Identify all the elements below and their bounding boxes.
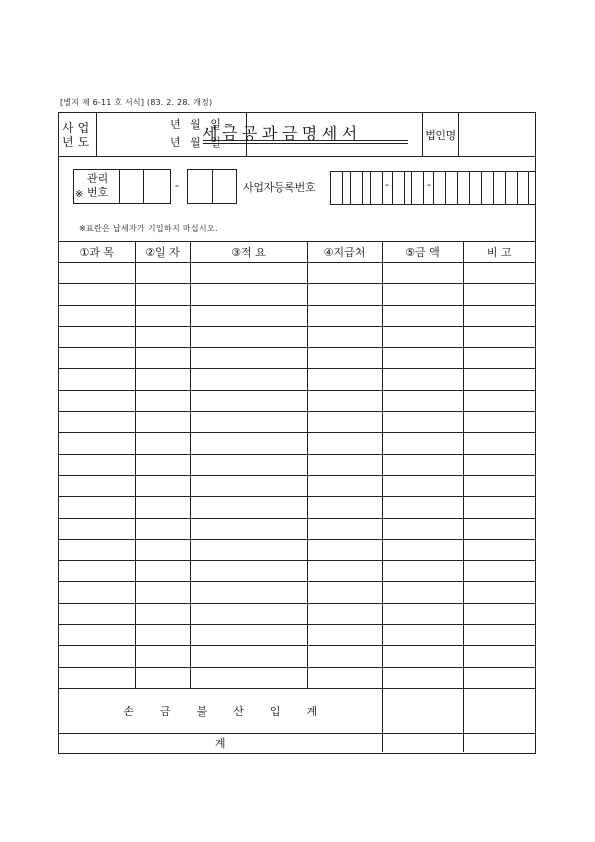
corporation-name-field[interactable] (459, 113, 535, 157)
table-row (59, 497, 535, 518)
date-cell[interactable] (135, 454, 190, 475)
description-cell[interactable] (190, 263, 307, 284)
payee-cell[interactable] (307, 348, 382, 369)
amount-cell[interactable] (382, 433, 463, 454)
remarks-cell[interactable] (463, 475, 535, 496)
bizreg-serial-digits[interactable] (433, 172, 529, 204)
subject-cell[interactable] (59, 284, 135, 305)
table-row (59, 646, 535, 667)
description-cell[interactable] (190, 561, 307, 582)
amount-cell[interactable] (382, 539, 463, 560)
description-cell[interactable] (190, 348, 307, 369)
date-cell[interactable] (135, 603, 190, 624)
payee-cell[interactable] (307, 539, 382, 560)
bizreg-dash: - (427, 178, 431, 191)
bizreg-digit[interactable] (350, 172, 363, 204)
date-cell[interactable] (135, 667, 190, 688)
description-cell[interactable] (190, 497, 307, 518)
management-label-line2: 번호 (87, 186, 109, 199)
amount-cell[interactable] (382, 390, 463, 411)
payee-cell[interactable] (307, 433, 382, 454)
payee-cell[interactable] (307, 390, 382, 411)
table-row (59, 603, 535, 624)
bizreg-digit[interactable] (330, 172, 343, 204)
amount-cell[interactable] (382, 305, 463, 326)
remarks-cell[interactable] (463, 412, 535, 433)
remarks-cell[interactable] (463, 433, 535, 454)
payee-cell[interactable] (307, 518, 382, 539)
subject-cell[interactable] (59, 305, 135, 326)
payee-cell[interactable] (307, 603, 382, 624)
table-row (59, 561, 535, 582)
subject-cell[interactable] (59, 263, 135, 284)
remarks-cell[interactable] (463, 603, 535, 624)
reference-mark-icon: ※ (75, 189, 84, 200)
subject-cell[interactable] (59, 539, 135, 560)
payee-cell[interactable] (307, 646, 382, 667)
table-row (59, 667, 535, 688)
amount-cell[interactable] (382, 263, 463, 284)
remarks-cell[interactable] (463, 667, 535, 688)
description-cell[interactable] (190, 284, 307, 305)
date-cell[interactable] (135, 497, 190, 518)
payee-cell[interactable] (307, 305, 382, 326)
amount-cell[interactable] (382, 625, 463, 646)
subject-cell[interactable] (59, 625, 135, 646)
date-cell[interactable] (135, 326, 190, 347)
amount-cell[interactable] (382, 348, 463, 369)
description-cell[interactable] (190, 305, 307, 326)
note-text: ※표란은 납세자가 기입하지 마십시오. (79, 224, 218, 233)
subject-cell[interactable] (59, 433, 135, 454)
remarks-cell[interactable] (463, 539, 535, 560)
table-row (59, 625, 535, 646)
amount-cell[interactable] (382, 603, 463, 624)
remarks-cell[interactable] (463, 561, 535, 582)
payee-cell[interactable] (307, 497, 382, 518)
description-cell[interactable] (190, 326, 307, 347)
amount-cell[interactable] (382, 284, 463, 305)
tax-items-table (59, 241, 535, 752)
payee-cell[interactable] (307, 475, 382, 496)
date-cell[interactable] (135, 263, 190, 284)
remarks-cell[interactable] (463, 454, 535, 475)
remarks-cell[interactable] (463, 326, 535, 347)
date-cell[interactable] (135, 433, 190, 454)
bizreg-digit[interactable] (411, 172, 424, 204)
table-row (59, 539, 535, 560)
subject-cell[interactable] (59, 561, 135, 582)
subject-cell[interactable] (59, 582, 135, 603)
title-underline (203, 140, 408, 141)
subject-cell[interactable] (59, 667, 135, 688)
remarks-cell[interactable] (463, 390, 535, 411)
remarks-cell[interactable] (463, 625, 535, 646)
table-row (59, 518, 535, 539)
payee-cell[interactable] (307, 582, 382, 603)
subject-cell[interactable] (59, 454, 135, 475)
date-cell[interactable] (135, 412, 190, 433)
business-year-label-line2: 년도 (62, 135, 94, 149)
payee-cell[interactable] (307, 625, 382, 646)
subject-cell[interactable] (59, 497, 135, 518)
date-cell[interactable] (135, 305, 190, 326)
subtotal-remarks-cell[interactable] (463, 688, 535, 733)
amount-cell[interactable] (382, 667, 463, 688)
subtotal-label: 손금불산입계 (59, 688, 382, 733)
amount-cell[interactable] (382, 454, 463, 475)
form-header (59, 113, 535, 157)
remarks-cell[interactable] (463, 305, 535, 326)
bizreg-dash: - (385, 178, 389, 191)
description-cell[interactable] (190, 646, 307, 667)
total-amount-cell[interactable] (382, 733, 463, 752)
document-title: 세금공과금명세서 (202, 124, 362, 143)
amount-cell[interactable] (382, 369, 463, 390)
subject-cell[interactable] (59, 369, 135, 390)
payee-cell[interactable] (307, 284, 382, 305)
amount-cell[interactable] (382, 497, 463, 518)
payee-cell[interactable] (307, 454, 382, 475)
date-cell[interactable] (135, 284, 190, 305)
column-header-description: ③적 요 (190, 242, 307, 263)
remarks-cell[interactable] (463, 518, 535, 539)
column-header-remarks: 비 고 (463, 242, 535, 263)
remarks-cell[interactable] (463, 284, 535, 305)
total-row (59, 733, 535, 752)
date-cell[interactable] (135, 518, 190, 539)
bizreg-digit[interactable] (392, 172, 405, 204)
management-number-dash: - (175, 179, 179, 192)
remarks-cell[interactable] (463, 369, 535, 390)
column-header-amount: ⑤금 액 (382, 242, 463, 263)
description-cell[interactable] (190, 667, 307, 688)
description-cell[interactable] (190, 454, 307, 475)
management-digit-1[interactable] (120, 170, 144, 203)
remarks-cell[interactable] (463, 263, 535, 284)
subject-cell[interactable] (59, 646, 135, 667)
subject-cell[interactable] (59, 348, 135, 369)
table-row (59, 475, 535, 496)
business-year-label-line1: 사업 (62, 121, 94, 135)
subtotal-amount-cell[interactable] (382, 688, 463, 733)
amount-cell[interactable] (382, 561, 463, 582)
table-row (59, 582, 535, 603)
description-cell[interactable] (190, 369, 307, 390)
total-label: 계 (59, 733, 382, 752)
date-cell[interactable] (135, 625, 190, 646)
date-cell[interactable] (135, 561, 190, 582)
business-year-label (59, 113, 97, 157)
total-remarks-cell[interactable] (463, 733, 535, 752)
amount-cell[interactable] (382, 412, 463, 433)
payee-cell[interactable] (307, 667, 382, 688)
subject-cell[interactable] (59, 603, 135, 624)
non-deductible-subtotal-row (59, 688, 535, 733)
remarks-cell[interactable] (463, 348, 535, 369)
table-row (59, 454, 535, 475)
date-cell[interactable] (135, 390, 190, 411)
management-label-line1: 관리 (87, 172, 109, 185)
amount-cell[interactable] (382, 646, 463, 667)
subject-cell[interactable] (59, 412, 135, 433)
table-row (59, 412, 535, 433)
payee-cell[interactable] (307, 412, 382, 433)
description-cell[interactable] (190, 475, 307, 496)
table-row (59, 390, 535, 411)
business-registration-label: 사업자등록번호 (243, 181, 316, 194)
tax-statement-form (58, 112, 536, 754)
date-cell[interactable] (135, 539, 190, 560)
description-cell[interactable] (190, 539, 307, 560)
table-row (59, 369, 535, 390)
remarks-cell[interactable] (463, 497, 535, 518)
date-cell[interactable] (135, 348, 190, 369)
subject-cell[interactable] (59, 475, 135, 496)
bizreg-bottom-rule (330, 204, 535, 205)
amount-cell[interactable] (382, 326, 463, 347)
column-header-payee: ④지급처 (307, 242, 382, 263)
table-row (59, 433, 535, 454)
date-cell[interactable] (135, 582, 190, 603)
description-cell[interactable] (190, 518, 307, 539)
column-header-date: ②일 자 (135, 242, 190, 263)
amount-cell[interactable] (382, 475, 463, 496)
date-cell[interactable] (135, 646, 190, 667)
amount-cell[interactable] (382, 582, 463, 603)
description-cell[interactable] (190, 582, 307, 603)
corporation-name-label: 법인명 (422, 113, 459, 157)
management-number-box (73, 169, 171, 204)
period-end: 년 월 일 (170, 136, 224, 149)
table-row (59, 284, 535, 305)
description-cell[interactable] (190, 433, 307, 454)
column-header-subject: ①과 목 (59, 242, 135, 263)
description-cell[interactable] (190, 625, 307, 646)
subject-cell[interactable] (59, 390, 135, 411)
remarks-cell[interactable] (463, 582, 535, 603)
date-cell[interactable] (135, 369, 190, 390)
table-row (59, 305, 535, 326)
form-number-label: [별지 제 6-11 호 서식] (83. 2. 28. 개정) (60, 98, 213, 107)
payee-cell[interactable] (307, 369, 382, 390)
subject-cell[interactable] (59, 326, 135, 347)
subject-cell[interactable] (59, 518, 135, 539)
payee-cell[interactable] (307, 561, 382, 582)
payee-cell[interactable] (307, 263, 382, 284)
table-header-row (59, 242, 535, 263)
description-cell[interactable] (190, 603, 307, 624)
description-cell[interactable] (190, 412, 307, 433)
management-number-box-2[interactable] (187, 169, 237, 204)
amount-cell[interactable] (382, 518, 463, 539)
period-start: 년 월 일~ (170, 118, 237, 131)
description-cell[interactable] (190, 390, 307, 411)
table-row (59, 348, 535, 369)
table-row (59, 326, 535, 347)
management-number-label (74, 170, 120, 203)
date-cell[interactable] (135, 475, 190, 496)
bizreg-digit[interactable] (370, 172, 383, 204)
title-underline-double (203, 143, 408, 144)
table-row (59, 263, 535, 284)
payee-cell[interactable] (307, 326, 382, 347)
remarks-cell[interactable] (463, 646, 535, 667)
